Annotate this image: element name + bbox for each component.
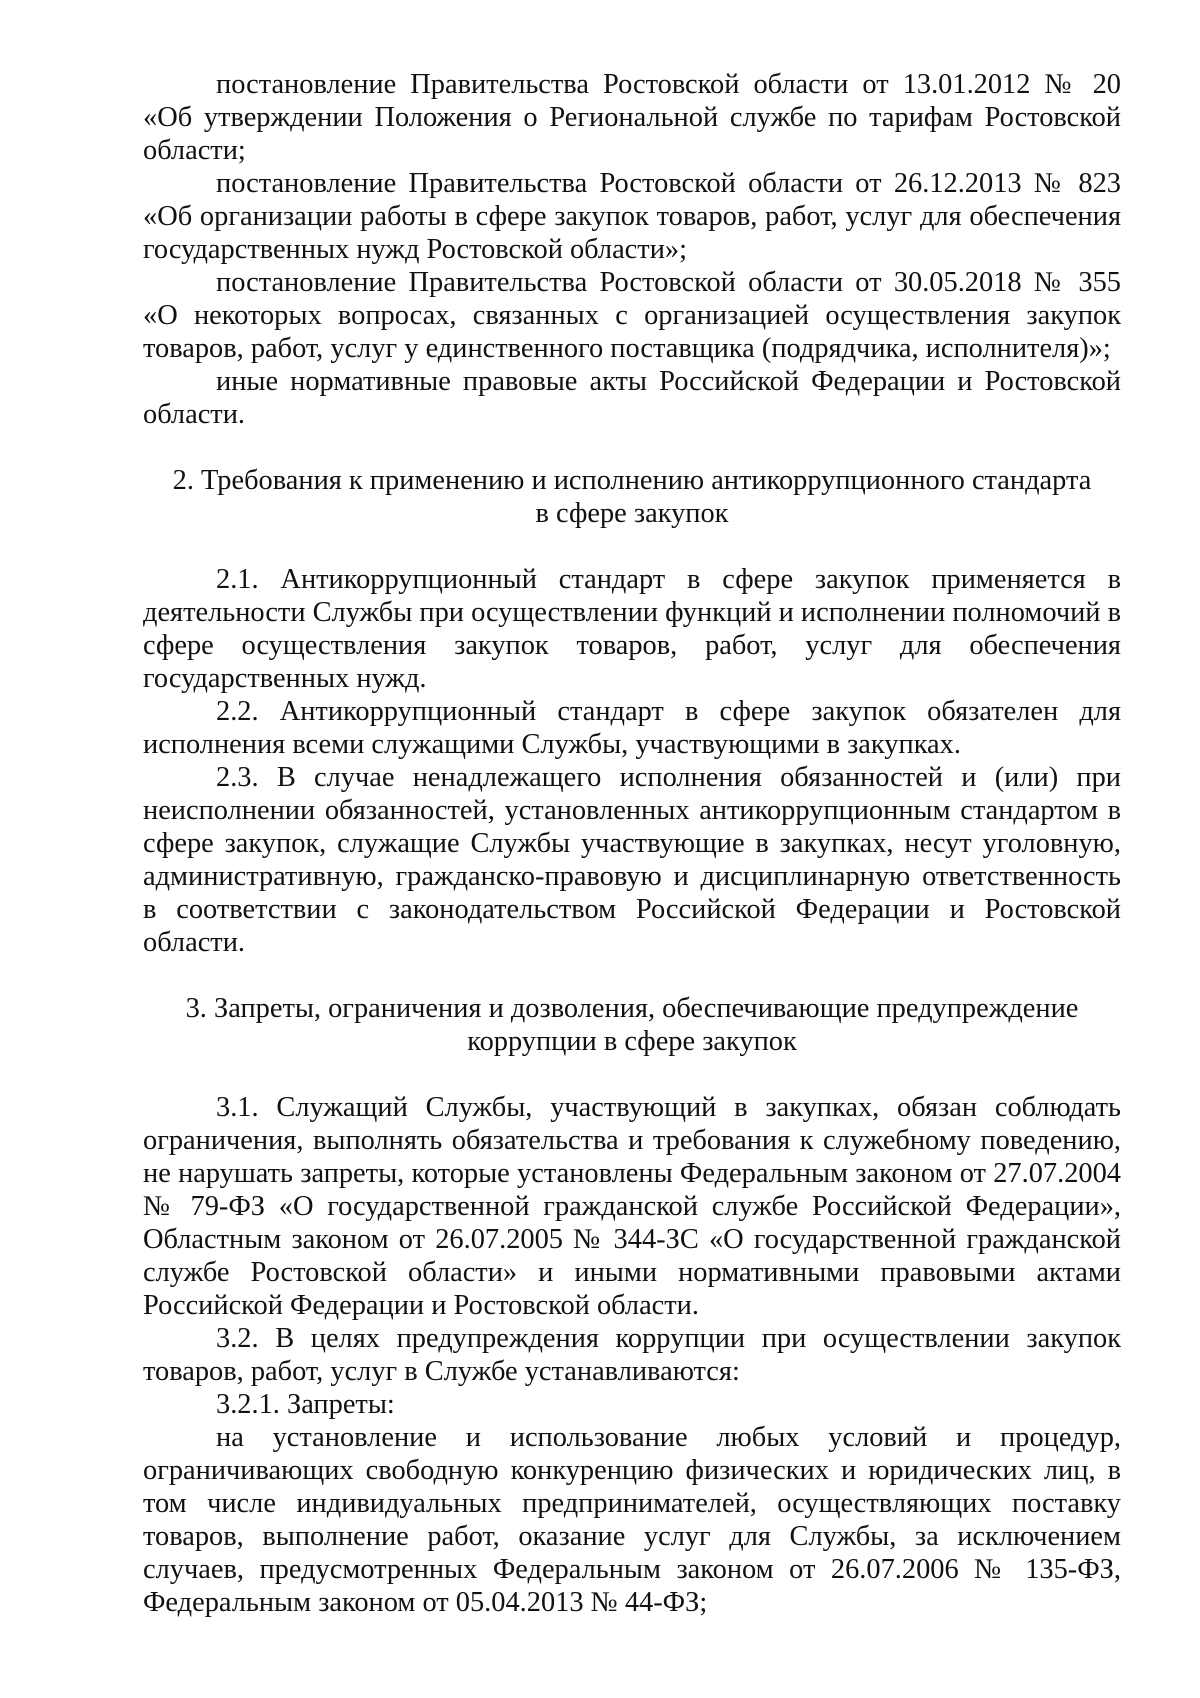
section-3-title-line-1: 3. Запреты, ограничения и дозволения, обеспечивающие предупреждение xyxy=(185,993,1079,1024)
section-2-paragraph-2: 2.2. Антикоррупционный стандарт в сфере закупок обязателен для исполнения всеми служащими Службы, участвующими в закупках. xyxy=(143,696,1121,760)
intro-paragraph-1: постановление Правительства Ростовской области от 13.01.2012 № 20 «Об утверждении Положения о Региональной службе по тарифам Ростовской области; xyxy=(143,69,1121,166)
section-3-heading xyxy=(143,992,1121,1058)
document-page xyxy=(143,68,1121,1619)
section-2-title-line-2: в сфере закупок xyxy=(535,498,729,529)
section-2-paragraph-3: 2.3. В случае ненадлежащего исполнения обязанностей и (или) при неисполнении обязанностей, установленных антикоррупционным стандартом в сфере закупок, служащие Службы участвующие в закупках, несут уголовную, административную, гражданско-правовую и дисциплинарную ответственность в соответствии с законодательством Российской Федерации и Ростовской области. xyxy=(143,762,1121,958)
section-3-paragraph-4: на установление и использование любых условий и процедур, ограничивающих свободную конкуренцию физических и юридических лиц, в том числе индивидуальных предпринимателей, осуществляющих поставку товаров, выполнение работ, оказание услуг для Службы, за исключением случаев, предусмотренных Федеральным законом от 26.07.2006 № 135-ФЗ, Федеральным законом от 05.04.2013 № 44-ФЗ; xyxy=(143,1422,1121,1618)
intro-paragraph-4: иные нормативные правовые акты Российской Федерации и Ростовской области. xyxy=(143,366,1121,430)
section-2-paragraph-1: 2.1. Антикоррупционный стандарт в сфере закупок применяется в деятельности Службы при осуществлении функций и исполнении полномочий в сфере осуществления закупок товаров, работ, услуг для обеспечения государственных нужд. xyxy=(143,564,1121,694)
intro-paragraph-3: постановление Правительства Ростовской области от 30.05.2018 № 355 «О некоторых вопросах, связанных с организацией осуществления закупок товаров, работ, услуг у единственного поставщика (подрядчика, исполнителя)»; xyxy=(143,267,1121,364)
section-2-title-line-1: 2. Требования к применению и исполнению антикоррупционного стандарта xyxy=(172,465,1092,496)
section-3-paragraph-1: 3.1. Служащий Службы, участвующий в закупках, обязан соблюдать ограничения, выполнять обязательства и требования к служебному поведению, не нарушать запреты, которые установлены Федеральным законом от 27.07.2004 № 79-ФЗ «О государственной гражданской службе Российской Федерации», Областным законом от 26.07.2005 № 344-ЗС «О государственной гражданской службе Ростовской области» и иными нормативными правовыми актами Российской Федерации и Ростовской области. xyxy=(143,1092,1121,1321)
section-2-heading xyxy=(143,464,1121,530)
section-3-paragraph-3: 3.2.1. Запреты: xyxy=(216,1389,395,1420)
section-3-title-line-2: коррупции в сфере закупок xyxy=(467,1026,797,1057)
intro-paragraph-2: постановление Правительства Ростовской области от 26.12.2013 № 823 «Об организации работы в сфере закупок товаров, работ, услуг для обеспечения государственных нужд Ростовской области»; xyxy=(143,168,1121,265)
section-3-paragraph-2: 3.2. В целях предупреждения коррупции при осуществлении закупок товаров, работ, услуг в Службе устанавливаются: xyxy=(143,1323,1121,1387)
